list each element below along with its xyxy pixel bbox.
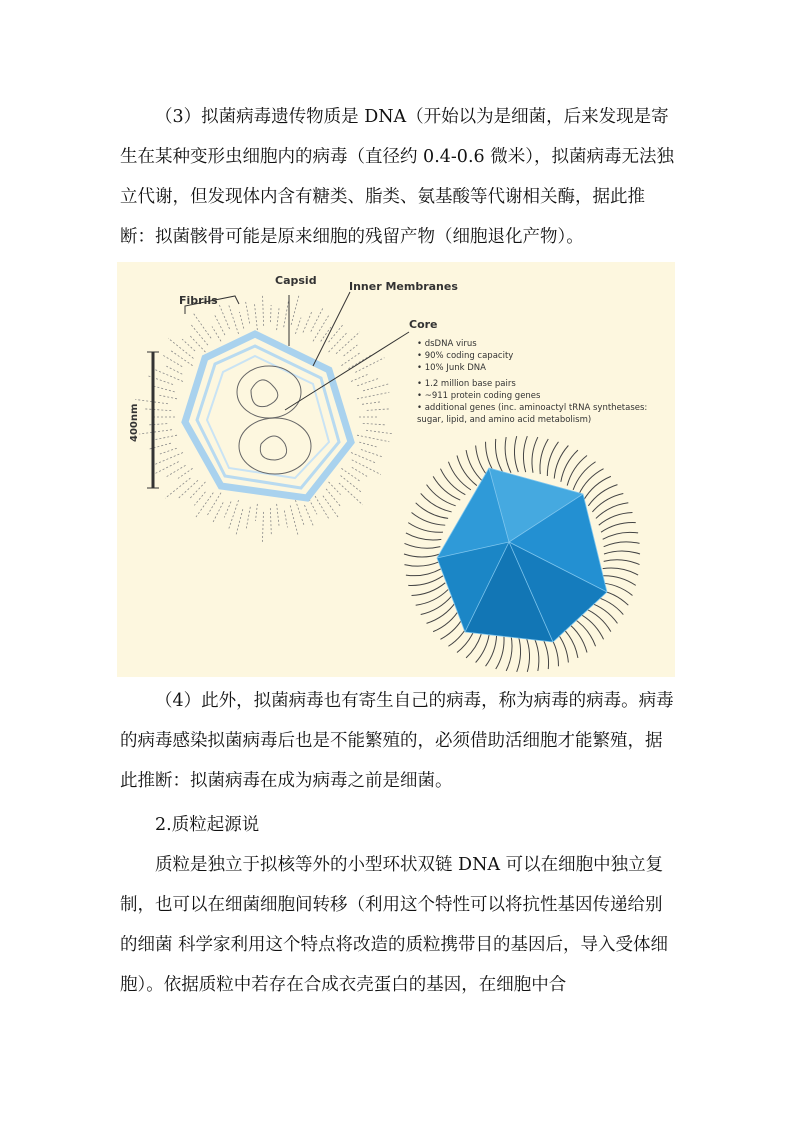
core-notes: [417, 339, 647, 425]
core-note: • dsDNA virus: [417, 339, 477, 349]
paragraph-virophage: （4）此外，拟菌病毒也有寄生自己的病毒，称为病毒的病毒。病毒的病毒感染拟菌病毒后也是不能繁殖的，必须借助活细胞才能繁殖，据此推断：拟菌病毒在成为病毒之前是细菌。: [120, 691, 674, 791]
capsid-label: Capsid: [275, 274, 317, 287]
fibrils-label: Fibrils: [179, 294, 218, 307]
paragraph-mimivirus-dna: （3）拟菌病毒遗传物质是 DNA（开始以为是细菌，后来发现是寄生在某种变形虫细胞内的病毒（直径约 0.4-0.6 微米），拟菌病毒无法独立代谢，但发现体内含有糖类、脂类、氨基酸等代谢相关酶，据此推断：拟菌骸骨可能是原来细胞的残留产物（细胞退化产物）。: [120, 107, 674, 247]
core-genome: [237, 366, 311, 474]
core-note: sugar, lipid, and amino acid metabolism): [417, 415, 592, 425]
scale-label: 400nm: [129, 403, 140, 442]
core-note: • additional genes (inc. aminoactyl tRNA synthetases:: [417, 403, 648, 413]
scale-bar: [129, 352, 159, 488]
core-note: • 90% coding capacity: [417, 351, 514, 361]
section-heading-plasmid: 2.质粒起源说: [155, 815, 260, 835]
mimivirus-figure: [117, 262, 675, 677]
inner-membranes-label: Inner Membranes: [349, 280, 458, 293]
icosahedron-virus: [437, 468, 607, 642]
core-note: • ~911 protein coding genes: [417, 391, 541, 401]
mimivirus-diagram: [117, 262, 675, 677]
paragraph-plasmid: 质粒是独立于拟核等外的小型环状双链 DNA 可以在细胞中独立复制，也可以在细菌细胞间转移（利用这个特性可以将抗性基因传递给别的细菌 科学家利用这个特点将改造的质粒携带目的基因后，导入受体细胞）。依据质粒中若存在合成衣壳蛋白的基因，在细胞中合: [120, 855, 669, 995]
core-note: • 10% Junk DNA: [417, 363, 486, 373]
core-label: Core: [409, 318, 438, 331]
core-note: • 1.2 million base pairs: [417, 379, 516, 389]
